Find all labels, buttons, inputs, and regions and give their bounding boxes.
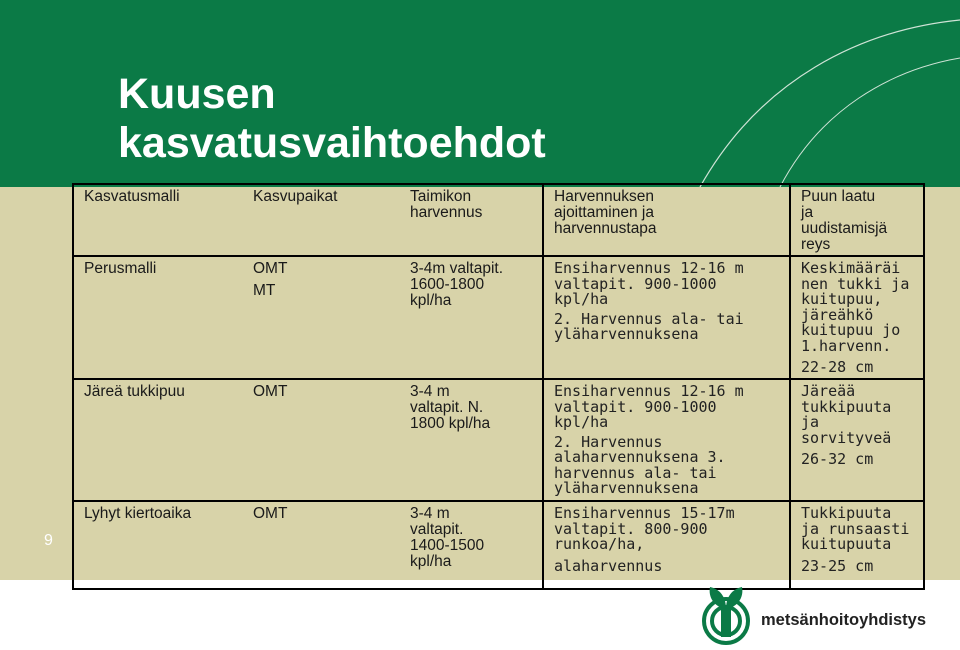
cell-text: kuitupuu, — [801, 290, 883, 308]
cell-text: ja sorvityveä — [801, 413, 892, 447]
cell-text: 1400-1500 — [410, 537, 485, 554]
cell-text: järeähkö — [801, 305, 874, 324]
header-text: ajoittaminen ja — [554, 204, 654, 221]
cell-text: 2. Harvennus — [554, 432, 663, 451]
cultivation-table — [72, 183, 925, 590]
cell-text: Järeää — [801, 382, 856, 400]
header-text: Harvennuksen — [554, 188, 654, 205]
cell-text: valtapit. 900-1000 — [554, 274, 717, 293]
cell-text: Ensiharvennus 12-16 m — [554, 382, 744, 400]
cell-text: kpl/ha — [554, 290, 609, 308]
header-kasvatusmalli: Kasvatusmalli — [73, 184, 243, 256]
cell-text: 26-32 cm — [801, 450, 874, 468]
cell-text: 1800 kpl/ha — [410, 415, 491, 432]
header-text: Taimikon — [410, 188, 472, 205]
cell-text: 2. Harvennus ala- tai — [554, 309, 744, 328]
header-puun-laatu — [790, 184, 924, 256]
cell-text: MT — [253, 282, 276, 299]
cell-text: runkoa/ha, — [554, 535, 645, 553]
page-title — [118, 70, 546, 168]
cell-kasvatusmalli: Järeä tukkipuu — [73, 379, 243, 501]
cell-kasvupaikat: OMT — [243, 379, 400, 501]
cell-text: valtapit. N. — [410, 399, 484, 416]
cell-kasvupaikat — [243, 256, 400, 379]
title-line-2: kasvatusvaihtoehdot — [118, 119, 546, 167]
header-text: ja — [801, 204, 814, 221]
cell-puun-laatu — [790, 501, 924, 589]
cell-text: ja runsaasti — [801, 519, 910, 538]
cell-text: alaharvennuksena 3. — [554, 448, 726, 466]
cell-text: valtapit. — [410, 521, 464, 538]
cell-text: Keskimääräi — [801, 259, 901, 277]
cell-kasvupaikat: OMT — [243, 501, 400, 589]
header-taimikon-harvennus — [400, 184, 543, 256]
cell-text: harvennus ala- tai — [554, 463, 717, 482]
cell-text: 3-4m valtapit. — [410, 260, 504, 277]
cell-text: Ensiharvennus 12-16 m — [554, 259, 744, 277]
cell-text: valtapit. 800-900 — [554, 519, 708, 538]
cell-text: alaharvennus — [554, 556, 663, 575]
header-text: harvennus — [410, 204, 483, 221]
header-kasvupaikat: Kasvupaikat — [243, 184, 400, 256]
title-line-1: Kuusen — [118, 70, 276, 118]
table-header-row — [73, 184, 924, 256]
cell-puun-laatu — [790, 256, 924, 379]
logo-text: metsänhoitoyhdistys — [761, 611, 927, 629]
table-row — [73, 501, 924, 589]
header-harvennuksen-ajoittaminen — [543, 184, 790, 256]
cell-text: kuitupuuta — [801, 535, 892, 553]
table-row — [73, 379, 924, 501]
cell-text: Ensiharvennus 15-17m — [554, 504, 735, 522]
cell-text: kpl/ha — [554, 413, 609, 431]
leaf-logo-icon — [700, 585, 752, 645]
slide-number: 9 — [44, 532, 53, 549]
cell-harvennustapa — [543, 256, 790, 379]
header-text: uudistamisjä — [801, 220, 888, 237]
cell-harvennustapa — [543, 501, 790, 589]
cell-text: 22-28 cm — [801, 358, 874, 376]
cell-text: tukkipuuta — [801, 397, 892, 416]
cell-kasvatusmalli: Lyhyt kiertoaika — [73, 501, 243, 589]
cell-text: kpl/ha — [410, 292, 452, 309]
cell-text: valtapit. 900-1000 — [554, 397, 717, 416]
cell-taimikon-harvennus — [400, 501, 543, 589]
cell-text: yläharvennuksena — [554, 479, 699, 497]
table-row — [73, 256, 924, 379]
header-text: reys — [801, 236, 831, 253]
cell-text: Tukkipuuta — [801, 504, 892, 522]
cell-taimikon-harvennus — [400, 256, 543, 379]
cell-taimikon-harvennus — [400, 379, 543, 501]
cell-text: yläharvennuksena — [554, 325, 699, 343]
cell-puun-laatu — [790, 379, 924, 501]
cell-text: nen tukki ja — [801, 274, 910, 293]
cell-text: 3-4 m — [410, 383, 450, 400]
cell-text: 3-4 m — [410, 505, 450, 522]
cell-text: 1.harvenn. — [801, 336, 892, 355]
cell-text: 1600-1800 — [410, 276, 485, 293]
header-text: Puun laatu — [801, 188, 876, 205]
cell-text: kpl/ha — [410, 553, 452, 570]
cell-text: kuitupuu jo — [801, 321, 901, 339]
cell-kasvatusmalli: Perusmalli — [73, 256, 243, 379]
cell-harvennustapa — [543, 379, 790, 501]
cell-text: OMT — [253, 260, 288, 277]
cell-text: 23-25 cm — [801, 556, 874, 575]
header-text: harvennustapa — [554, 220, 657, 237]
